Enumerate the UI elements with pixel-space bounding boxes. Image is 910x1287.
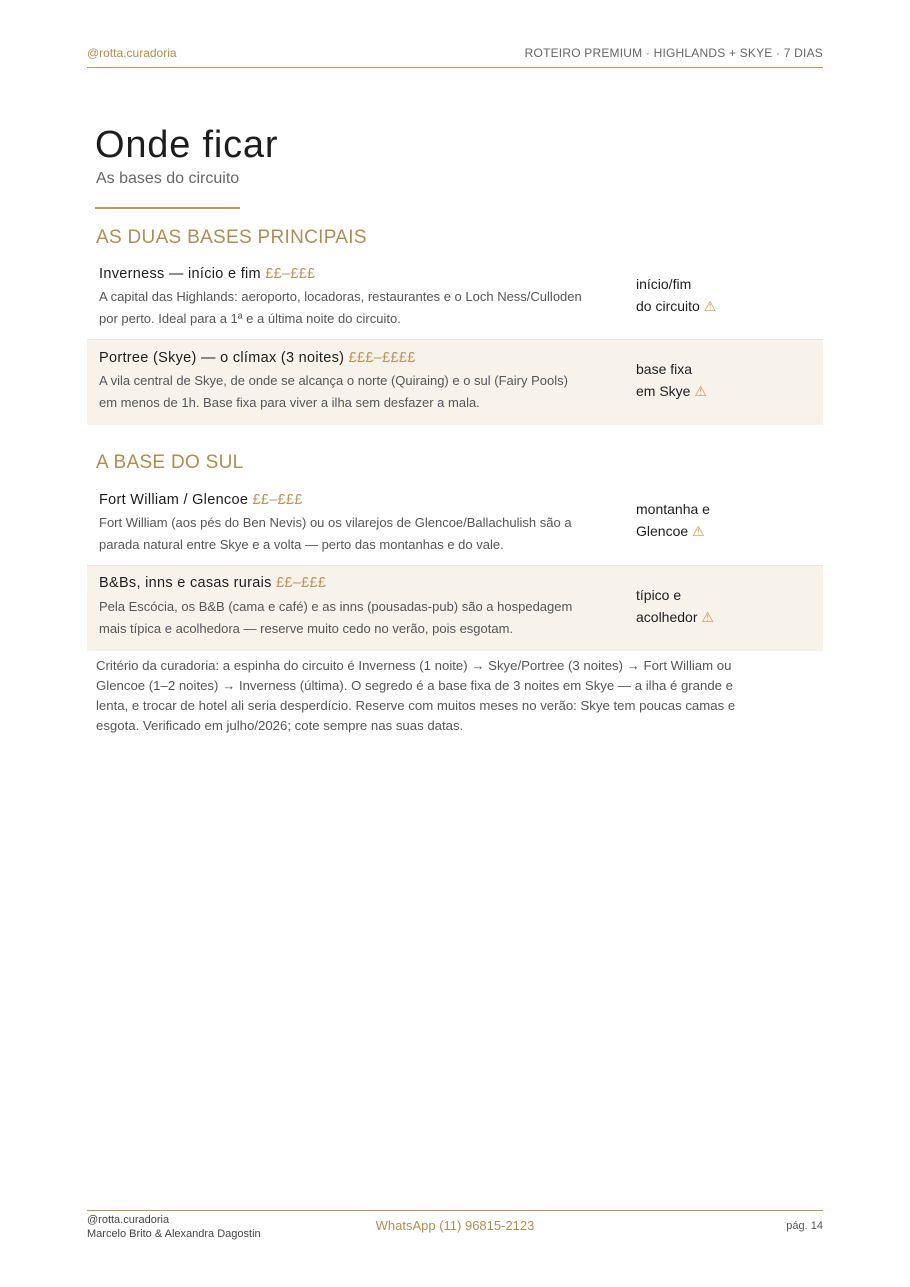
lodging-row xyxy=(87,566,823,651)
price-range: £££–££££ xyxy=(348,350,416,366)
footer-whatsapp-contact: WhatsApp (11) 96815-2123 xyxy=(375,1218,535,1233)
lodging-row xyxy=(87,340,823,425)
lodging-name: Inverness — início e fim ££–£££ xyxy=(99,266,316,282)
lodging-description: Fort William (aos pés do Ben Nevis) ou os vilarejos de Glencoe/Ballachulish são a parada natural entre Skye e a volta — perto das montanhas e do vale. xyxy=(99,515,572,552)
lodging-name: Fort William / Glencoe ££–£££ xyxy=(99,492,303,508)
lodging-row xyxy=(87,256,823,340)
price-range: ££–£££ xyxy=(265,266,316,282)
header-brand: @rotta.curadoria xyxy=(87,46,177,60)
price-range: ££–£££ xyxy=(276,575,327,591)
lodging-description: Pela Escócia, os B&B (cama e café) e as inns (pousadas-pub) são a hospedagem mais típica e acolhedora — reserve muito cedo no verão, pois esgotam. xyxy=(99,599,573,636)
lodging-name: B&Bs, inns e casas rurais ££–£££ xyxy=(99,575,327,591)
header-doc-title: ROTEIRO PREMIUM · HIGHLANDS + SKYE · 7 DIAS xyxy=(524,46,823,60)
lodging-description: A vila central de Skye, de onde se alcança o norte (Quiraing) e o sul (Fairy Pools) em menos de 1h. Base fixa para viver a ilha sem desfazer a mala. xyxy=(99,373,568,410)
price-range: ££–£££ xyxy=(252,492,303,508)
lodging-tag: base fixa em Skye ⚠ xyxy=(636,361,707,399)
lodging-tag: montanha e Glencoe ⚠ xyxy=(636,501,710,539)
lodging-tag: típico e acolhedor ⚠ xyxy=(636,587,714,625)
warning-icon: ⚠ xyxy=(703,297,717,314)
section-heading-south-base: A BASE DO SUL xyxy=(96,452,244,473)
warning-icon: ⚠ xyxy=(701,608,714,625)
footer-brand: @rotta.curadoria xyxy=(87,1214,170,1226)
footer-authors: Marcelo Brito & Alexandra Dagostin xyxy=(87,1228,261,1240)
lodging-description: A capital das Highlands: aeroporto, locadoras, restaurantes e o Loch Ness/Culloden por perto. Ideal para a 1ª e a última noite do circuito. xyxy=(99,289,582,326)
page-footer xyxy=(87,1210,823,1251)
page-subtitle: As bases do circuito xyxy=(96,170,240,187)
curation-note: Critério da curadoria: a espinha do circuito é Inverness (1 noite) → Skye/Portree (3 noites) → Fort William ou Glencoe (1–2 noites) → Inverness (última). O segredo é a base fixa de 3 noites em Skye — a ilha é grande e lenta, e trocar de hotel ali seria desperdício. Reserve com muitos meses no verão: Skye tem poucas camas e esgota. Verificado em julho/2026; cote sempre nas suas datas. xyxy=(96,658,736,733)
lodging-tag: início/fim do circuito ⚠ xyxy=(636,276,717,314)
page-number: pág. 14 xyxy=(786,1220,823,1232)
title-divider xyxy=(95,207,240,209)
lodging-name: Portree (Skye) — o clímax (3 noites) £££–££££ xyxy=(99,350,416,366)
page-header xyxy=(87,46,823,68)
warning-icon: ⚠ xyxy=(694,382,707,399)
section-heading-main-bases: AS DUAS BASES PRINCIPAIS xyxy=(96,227,367,248)
page-title: Onde ficar xyxy=(95,124,279,166)
lodging-row xyxy=(87,482,823,566)
warning-icon: ⚠ xyxy=(692,522,705,539)
